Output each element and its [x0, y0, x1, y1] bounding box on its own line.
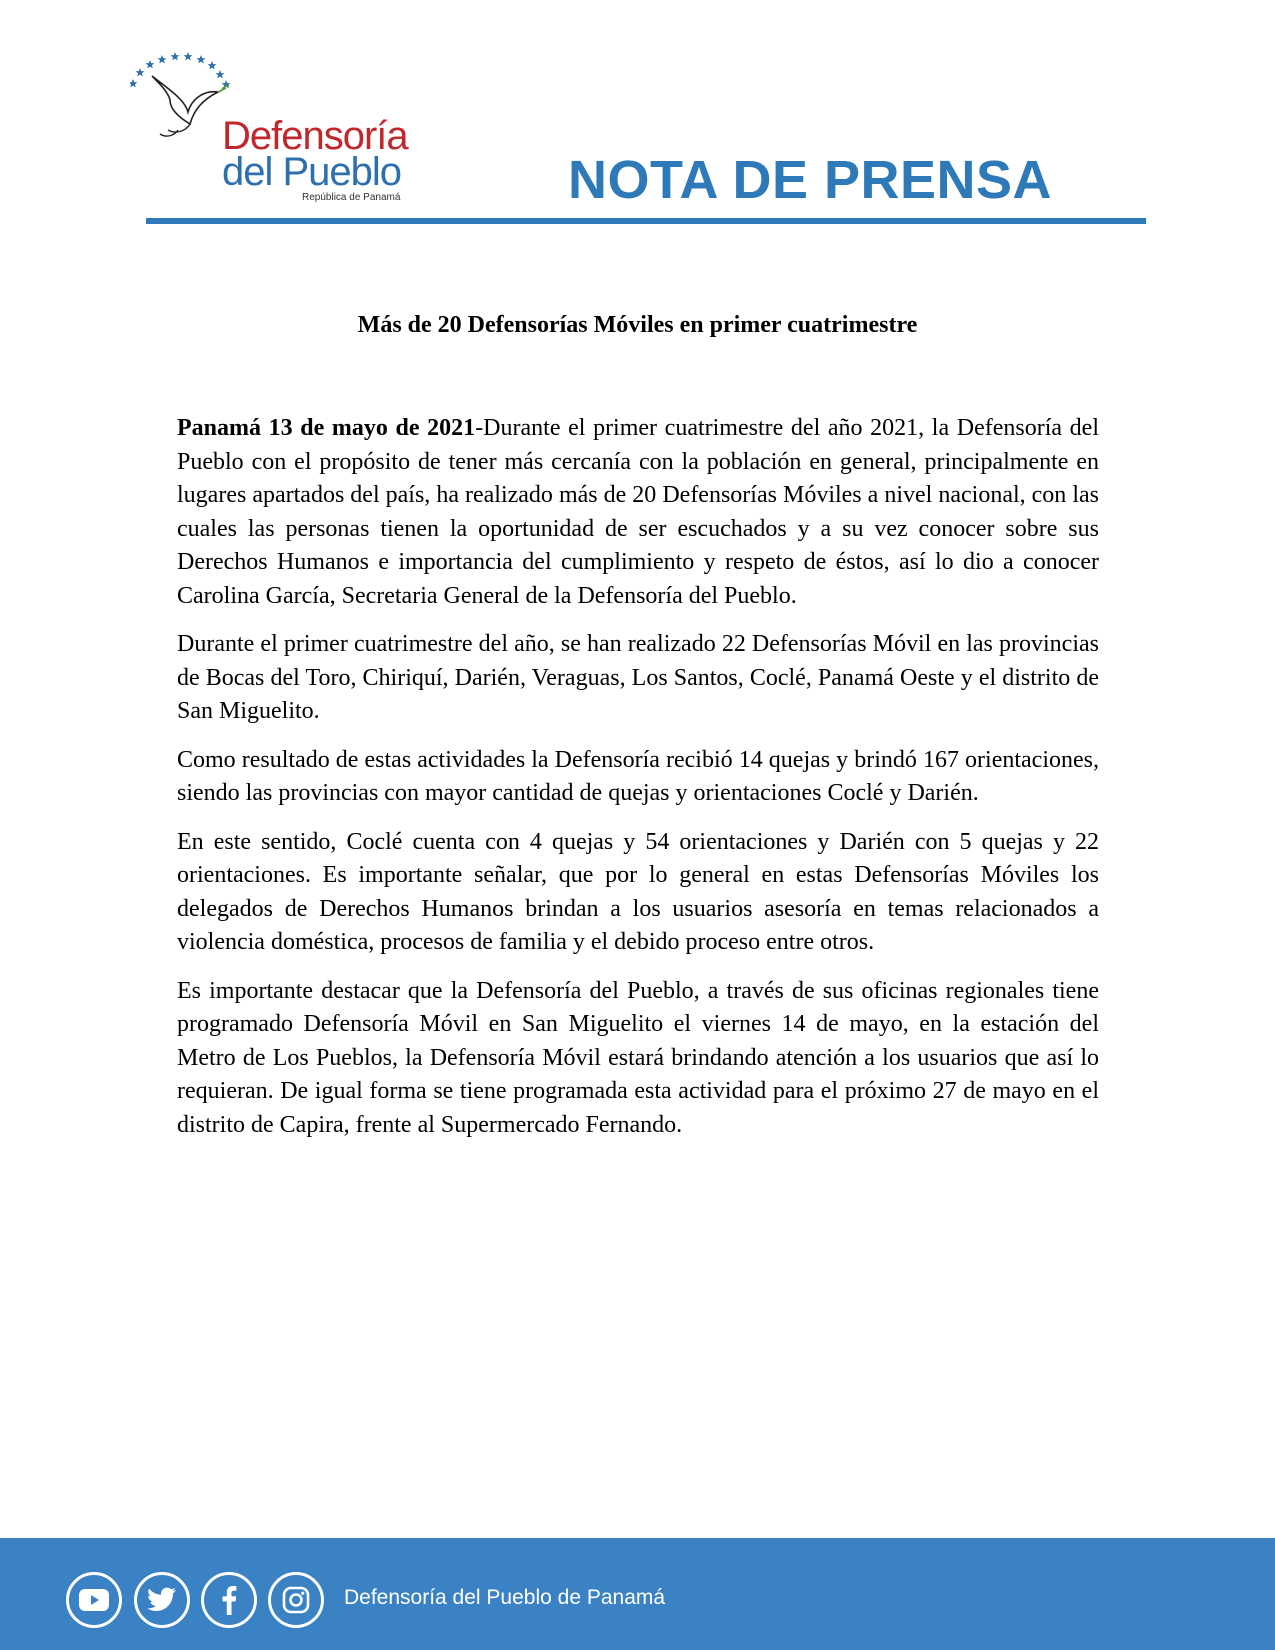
paragraph-1-text: -Durante el primer cuatrimestre del año 2021, la Defensoría del Pueblo con el propósito de tener más cercanía con la población en general, principalmente en lugares apartados del país, ha realizado más de 20 Defensorías Móviles a nivel nacional, con las cuales las personas tienen la oportunidad de ser escuchados y a su vez conocer sobre sus Derechos Humanos e importancia del cumplimiento y respeto de éstos, así lo dio a conocer Carolina García, Secretaria General de la Defensoría del Pueblo.	[177, 415, 1099, 609]
stars-arc	[130, 52, 231, 88]
facebook-link[interactable]	[201, 1572, 257, 1628]
header-divider	[146, 218, 1146, 224]
article-body	[177, 412, 1099, 1157]
dove-icon	[152, 76, 218, 124]
paragraph-5: Es importante destacar que la Defensoría del Pueblo, a través de sus oficinas regionales tiene programado Defensoría Móvil en San Miguelito el viernes 14 de mayo, en la estación del Metro de Los Pueblos, la Defensoría Móvil estará brindando atención a los usuarios que así lo requieran. De igual forma se tiene programada esta actividad para el próximo 27 de mayo en el distrito de Capira, frente al Supermercado Fernando.	[177, 977, 1099, 1138]
youtube-icon	[79, 1589, 109, 1611]
paragraph-1	[177, 412, 1099, 613]
article-headline: Más de 20 Defensorías Móviles en primer cuatrimestre	[357, 312, 918, 338]
paragraph-2: Durante el primer cuatrimestre del año, se han realizado 22 Defensorías Móvil en las provincias de Bocas del Toro, Chiriquí, Darién, Veraguas, Los Santos, Coclé, Panamá Oeste y el distrito de San Miguelito.	[177, 631, 1099, 724]
facebook-icon	[221, 1585, 237, 1615]
footer-organization-name: Defensoría del Pueblo de Panamá	[344, 1586, 666, 1609]
dove-tail-icon	[160, 124, 190, 136]
logo-line-2: del Pueblo	[222, 150, 402, 194]
logo-tagline: República de Panamá	[302, 192, 401, 203]
instagram-link[interactable]	[268, 1572, 324, 1628]
paragraph-4: En este sentido, Coclé cuenta con 4 quejas y 54 orientaciones y Darién con 5 quejas y 22 orientaciones. Es importante señalar, que por lo general en estas Defensorías Móviles los delegados de Derechos Humanos brindan a los usuarios asesoría en temas relacionados a violencia doméstica, procesos de familia y el debido proceso entre otros.	[177, 828, 1099, 955]
dateline: Panamá 13 de mayo de 2021	[177, 415, 476, 441]
footer-bar	[0, 1538, 1275, 1650]
instagram-icon	[282, 1586, 310, 1614]
twitter-link[interactable]	[134, 1572, 190, 1628]
logo-line-1: Defensoría	[222, 114, 408, 158]
twitter-icon	[147, 1587, 177, 1613]
youtube-link[interactable]	[66, 1572, 122, 1628]
paragraph-3: Como resultado de estas actividades la Defensoría recibió 14 quejas y brindó 167 orientaciones, siendo las provincias con mayor cantidad de quejas y orientaciones Coclé y Darién.	[177, 746, 1099, 806]
document-type-title: NOTA DE PRENSA	[568, 150, 1053, 210]
